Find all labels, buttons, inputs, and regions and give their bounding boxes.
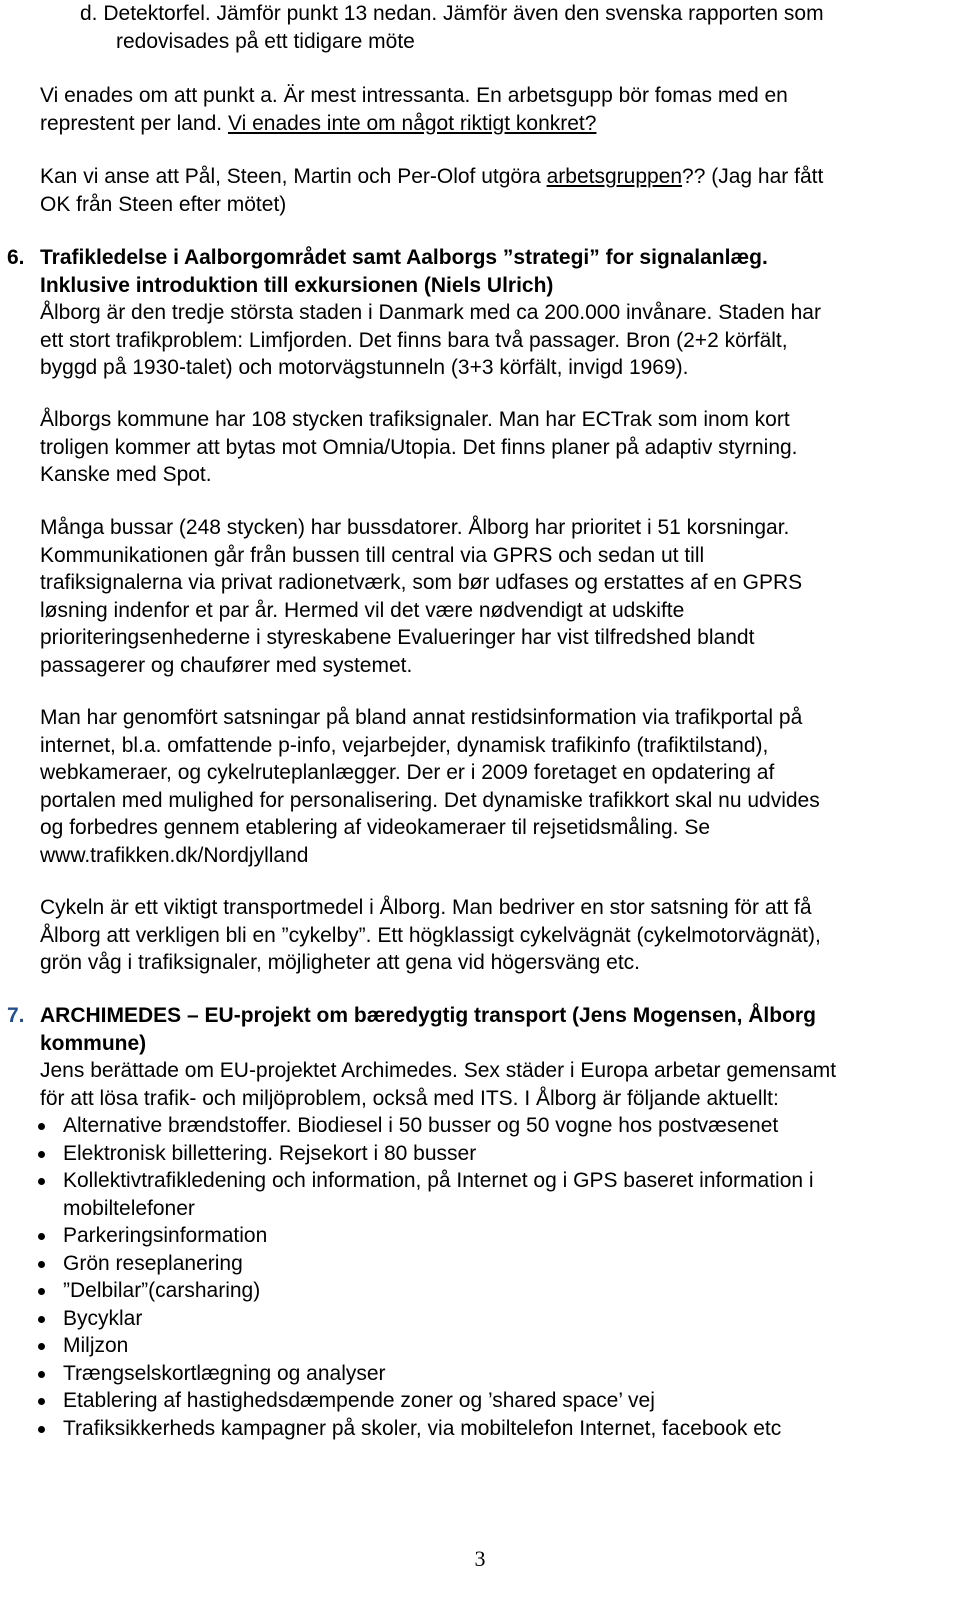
bullet-icon (38, 1371, 45, 1378)
list-item (0, 1305, 893, 1333)
section-6-buses (40, 514, 940, 679)
paragraph-line: troligen kommer att bytas mot Omnia/Utopia. Det finns planer på adaptiv styrning. (40, 435, 798, 459)
section-6-bicycles (40, 894, 940, 977)
text-span: represtent per land. (40, 111, 228, 135)
paragraph-agreement (40, 82, 940, 137)
paragraph-line: og forbedres gennem etablering af videokameraer til rejsetidsmåling. Se (40, 816, 711, 839)
item-d (80, 0, 940, 55)
paragraph-line: Kanske med Spot. (40, 463, 212, 486)
section-7-heading: ARCHIMEDES – EU-projekt om bæredygtig transport (Jens Mogensen, Ålborg (40, 1004, 816, 1027)
paragraph-line: Ålborg är den tredje största staden i Danmark med ca 200.000 invånare. Staden har (40, 301, 821, 324)
section-6-number: 6. (7, 246, 25, 269)
paragraph-line: Kommunikationen går från bussen till central via GPRS och sedan ut till (40, 543, 705, 567)
section-7-number: 7. (7, 1004, 25, 1027)
list-item-text: Trængselskortlægning og analyser (63, 1361, 386, 1385)
list-item (0, 1140, 893, 1168)
paragraph-line: portalen med mulighed for personalisering. Det dynamiske trafikkort skal nu udvides (40, 788, 820, 812)
paragraph-line: Jens berättade om EU-projektet Archimedes. Sex städer i Europa arbetar gemensamt (40, 1059, 837, 1082)
bullet-icon (38, 1151, 45, 1158)
list-item-text: ”Delbilar”(carsharing) (63, 1279, 261, 1302)
paragraph-line: Cykeln är ett viktigt transportmedel i Ålborg. Man bedriver en stor satsning för att få (40, 896, 812, 919)
section-6-heading: Inklusive introduktion till exkursionen (Niels Ulrich) (40, 273, 554, 297)
bullet-icon (38, 1288, 45, 1295)
list-item (0, 1277, 893, 1305)
list-item-text: Parkeringsinformation (63, 1224, 268, 1247)
bullet-icon (38, 1261, 45, 1268)
paragraph-line: passagerer og chaufører med systemet. (40, 653, 413, 677)
item-d-line: redovisades på ett tidigare möte (116, 29, 415, 53)
underlined-text: arbetsgruppen (546, 165, 683, 188)
archimedes-list (0, 1112, 940, 1442)
paragraph-line: ett stort trafikproblem: Limfjorden. Det finns bara två passager. Bron (2+2 körfält, (40, 328, 788, 352)
paragraph-line: internet, bl.a. omfattende p-info, vejarbejder, dynamisk trafikinfo (trafiktilstand), (40, 733, 769, 757)
section-6-portal (40, 704, 940, 869)
list-item (0, 1387, 893, 1415)
list-item (0, 1112, 893, 1140)
list-item-text: Kollektivtrafikledening och information, på Internet og i GPS baseret information i mobiltelefoner (63, 1169, 814, 1220)
list-item (0, 1415, 893, 1443)
text-span: Kan vi anse att Pål, Steen, Martin och Per-Olof utgöra (40, 165, 547, 188)
text-span: ?? (Jag har fått (682, 165, 824, 188)
list-item (0, 1250, 893, 1278)
paragraph-line: OK från Steen efter mötet) (40, 192, 287, 216)
paragraph-line: för att lösa trafik- och miljöproblem, också med ITS. I Ålborg är följande aktuellt: (40, 1086, 779, 1110)
section-7 (40, 1002, 940, 1442)
paragraph-line: Ålborgs kommune har 108 stycken trafiksignaler. Man har ECTrak som inom kort (40, 408, 790, 431)
paragraph-line: Ålborg att verkligen bli en ”cykelby”. Ett högklassigt cykelvägnät (cykelmotorvägnät), (40, 923, 821, 947)
paragraph-line: grön våg i trafiksignaler, möjligheter att gena vid högersväng etc. (40, 951, 641, 974)
paragraph-line: webkameraer, og cykelruteplanlægger. Der er i 2009 foretaget en opdatering af (40, 761, 775, 784)
paragraph-line: Många bussar (248 stycken) har bussdatorer. Ålborg har prioritet i 51 korsningar. (40, 516, 790, 539)
bullet-icon (38, 1316, 45, 1323)
paragraph-line: prioriteringsenhederne i styreskabene Evalueringer har vist tilfredshed blandt (40, 626, 755, 649)
underlined-text: Vi enades inte om något riktigt konkret? (227, 111, 597, 135)
paragraph-line: byggd på 1930-talet) och motorvägstunneln (3+3 körfält, invigd 1969). (40, 356, 689, 379)
list-item-text: Miljzon (63, 1334, 129, 1357)
paragraph-line (40, 163, 940, 191)
list-item-text: Etablering af hastighedsdæmpende zoner og ’shared space’ vej (63, 1389, 655, 1412)
list-item (0, 1222, 893, 1250)
paragraph-line (40, 110, 940, 138)
list-item (0, 1360, 893, 1388)
paragraph-line: www.trafikken.dk/Nordjylland (40, 843, 309, 867)
list-item (0, 1332, 893, 1360)
paragraph-line: Man har genomfört satsningar på bland annat restidsinformation via trafikportal på (40, 706, 803, 729)
section-6-signals (40, 406, 940, 489)
bullet-icon (38, 1343, 45, 1350)
list-item-text: Trafiksikkerheds kampagner på skoler, via mobiltelefon Internet, facebook etc (63, 1416, 782, 1440)
paragraph-line: løsning indenfor et par år. Hermed vil det være nødvendigt at udskifte (40, 598, 685, 622)
section-7-heading: kommune) (40, 1031, 147, 1055)
section-6 (40, 244, 940, 382)
section-6-heading: Trafikledelse i Aalborgområdet samt Aalborgs ”strategi” for signalanlæg. (40, 246, 768, 269)
list-item-text: Bycyklar (63, 1306, 143, 1330)
item-d-line: d. Detektorfel. Jämför punkt 13 nedan. Jämför även den svenska rapporten som (80, 2, 824, 25)
list-item-text: Grön reseplanering (63, 1251, 243, 1275)
bullet-icon (38, 1233, 45, 1240)
list-item-text: Elektronisk billettering. Rejsekort i 80 busser (63, 1141, 477, 1165)
bullet-icon (38, 1178, 45, 1185)
bullet-icon (38, 1426, 45, 1433)
list-item-text: Alternative brændstoffer. Biodiesel i 50 busser og 50 vogne hos postvæsenet (63, 1114, 779, 1137)
paragraph-line: trafiksignalerna via privat radionetværk, som bør udfases og erstattes af en GPRS (40, 571, 803, 594)
paragraph-line: Vi enades om att punkt a. Är mest intressanta. En arbetsgupp bör fomas med en (40, 84, 788, 107)
list-item (0, 1167, 893, 1222)
paragraph-working-group (40, 163, 940, 218)
page-number: 3 (474, 1546, 486, 1571)
bullet-icon (38, 1398, 45, 1405)
bullet-icon (38, 1123, 45, 1130)
